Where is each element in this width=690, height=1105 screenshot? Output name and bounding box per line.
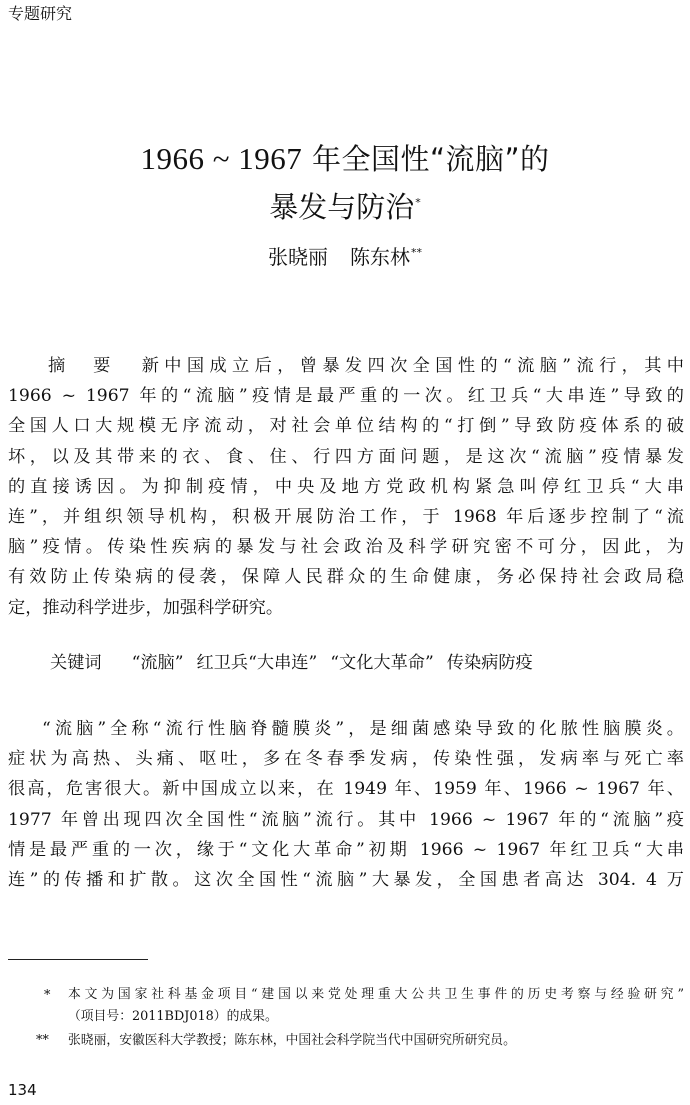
author-line	[0, 243, 690, 271]
author-1: 张晓丽	[268, 245, 328, 269]
footnote-1-line-2: （项目号：2011BDJ018）的成果。	[68, 1009, 278, 1024]
abstract-line-8: 有效防止传染病的侵袭，保障人民群众的生命健康，务必保持社会政局稳	[8, 567, 684, 588]
body-line-1: “流脑”全称“流行性脑脊髓膜炎”，是细菌感染导致的化脓性脑膜炎。	[42, 719, 684, 739]
body-line-5: 情是最严重的一次，缘于“文化大革命”初期 1966 ~ 1967 年红卫兵“大串	[8, 839, 684, 860]
footnote-1-line-1: 本文为国家社科基金项目“建国以来党处理重大公共卫生事件的历史考察与经验研究”	[68, 987, 684, 1002]
keyword-3: “文化大革命”	[330, 653, 434, 673]
body-line-4: 1977 年曾出现四次全国性“流脑”流行。其中 1966 ~ 1967 年的“流脑”疫	[8, 809, 684, 830]
author-footnote-marker: **	[411, 246, 422, 260]
abstract-line-6: 连”，并组织领导机构，积极开展防治工作，于 1968 年后逐步控制了“流	[8, 507, 684, 528]
abstract-line-1-text: 新中国成立后，曾暴发四次全国性的“流脑”流行，其中	[141, 356, 684, 376]
section-label: 专题研究	[8, 4, 73, 23]
keyword-4: 传染病防疫	[446, 653, 533, 673]
keyword-1: “流脑”	[131, 653, 184, 673]
abstract	[8, 351, 684, 623]
body-line-3: 很高，危害很大。新中国成立以来，在 1949 年、1959 年、1966 ~ 1967 年、	[8, 779, 684, 800]
body-line-2: 症状为高热、头痛、呕吐，多在冬春季发病，传染性强，发病率与死亡率	[8, 749, 684, 770]
title-line-2-text: 暴发与防治	[269, 190, 415, 224]
abstract-line-3: 全国人口大规模无序流动，对社会单位结构的“打倒”导致防疫体系的破	[8, 416, 684, 437]
body-line-6: 连”的传播和扩散。这次全国性“流脑”大暴发，全国患者高达 304. 4 万	[8, 870, 684, 891]
article-title-line-2	[0, 190, 690, 224]
title-line-1-text: 年全国性“流脑”的	[302, 142, 550, 176]
article-title-line-1	[0, 142, 690, 176]
footnote-1-mark: *	[44, 988, 51, 1003]
keywords	[50, 650, 546, 676]
author-2: 陈东林	[350, 245, 410, 269]
abstract-line-1	[8, 351, 684, 381]
title-years: 1966 ~ 1967	[140, 141, 303, 176]
abstract-line-7: 脑”疫情。传染性疾病的暴发与社会政治及科学研究密不可分，因此，为	[8, 537, 684, 558]
footnote-2-line-1: 张晓丽，安徽医科大学教授；陈东林，中国社会科学院当代中国研究所研究员。	[68, 1033, 516, 1048]
footnote-1	[68, 984, 684, 1028]
title-footnote-marker: *	[415, 196, 421, 210]
page-number: 134	[8, 1081, 37, 1099]
footnote-divider	[8, 959, 148, 960]
footnote-2	[68, 1030, 684, 1052]
abstract-line-5: 的直接诱因。为抑制疫情，中央及地方党政机构紧急叫停红卫兵“大串	[8, 476, 684, 497]
keywords-label: 关键词	[50, 653, 102, 673]
abstract-label: 摘 要	[48, 356, 116, 376]
keyword-2: 红卫兵“大串连”	[196, 653, 318, 673]
abstract-line-2: 1966 ~ 1967 年的“流脑”疫情是最严重的一次。红卫兵“大串连”导致的	[8, 386, 684, 407]
abstract-line-4: 坏，以及其带来的衣、食、住、行四方面问题，是这次“流脑”疫情暴发	[8, 446, 684, 467]
abstract-line-9: 定，推动科学进步，加强科学研究。	[8, 597, 284, 618]
footnote-2-mark: **	[36, 1033, 49, 1048]
body-paragraph	[8, 714, 684, 895]
